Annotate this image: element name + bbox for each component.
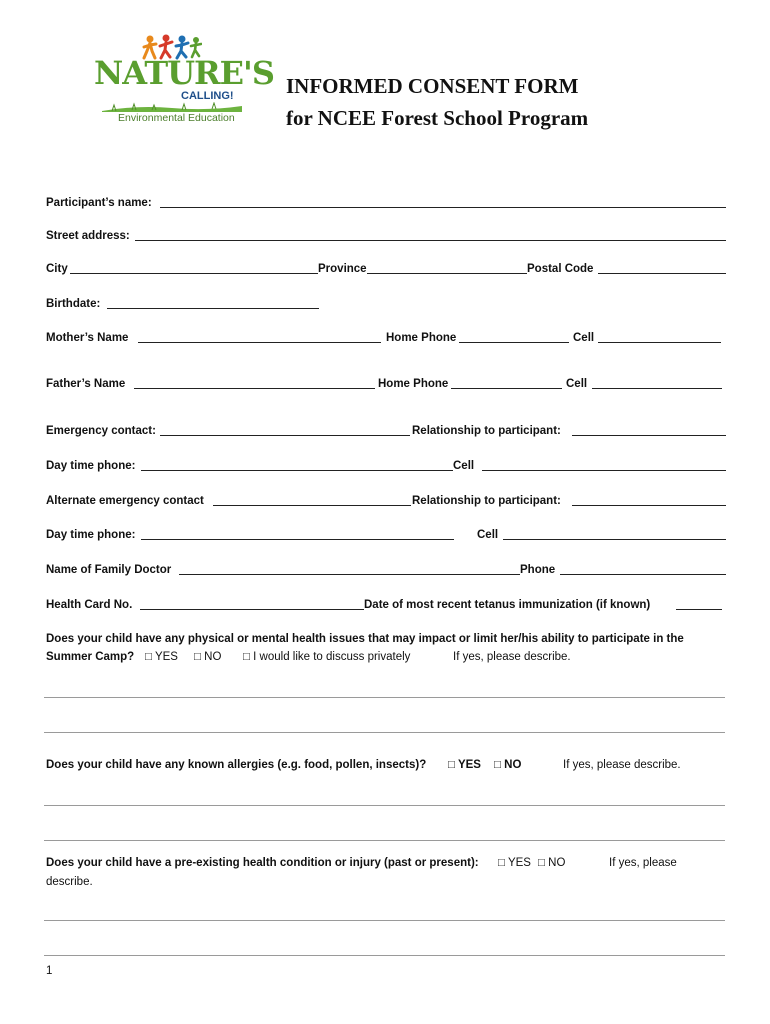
emergency-contact-field[interactable] <box>160 435 410 436</box>
question2-text: Does your child have any known allergies (e.g. food, pollen, insects)? <box>46 759 427 771</box>
alt-cell-field[interactable] <box>503 539 726 540</box>
alternate-contact-field[interactable] <box>213 505 411 506</box>
postal-code-label: Postal Code <box>527 263 594 275</box>
question1-line1: Does your child have any physical or mental health issues that may impact or limit her/his ability to participate in the <box>46 633 684 645</box>
question1-line2: Summer Camp? <box>46 651 135 663</box>
logo-tagline: Environmental Education <box>118 112 235 124</box>
alt-day-time-phone-field[interactable] <box>141 539 454 540</box>
alt-relationship-label: Relationship to participant: <box>412 495 561 507</box>
question3-line2: describe. <box>46 876 93 888</box>
birthdate-label: Birthdate: <box>46 298 101 310</box>
q1-private-checkbox[interactable]: □ I would like to discuss privately <box>243 651 411 663</box>
postal-code-field[interactable] <box>598 273 726 274</box>
mother-cell-field[interactable] <box>598 342 721 343</box>
alt-day-time-phone-label: Day time phone: <box>46 529 136 541</box>
q1-no-checkbox[interactable]: □ NO <box>194 651 222 663</box>
doctor-phone-field[interactable] <box>560 574 726 575</box>
checkbox-icon: □ <box>498 857 505 869</box>
checkbox-icon: □ <box>494 759 501 771</box>
tetanus-field[interactable] <box>676 609 722 610</box>
province-label: Province <box>318 263 367 275</box>
family-doctor-field[interactable] <box>179 574 520 575</box>
checkbox-icon: □ <box>538 857 545 869</box>
checkbox-icon: □ <box>145 651 152 663</box>
father-home-phone-field[interactable] <box>451 388 562 389</box>
question3-line1: Does your child have a pre-existing health condition or injury (past or present): <box>46 857 479 869</box>
q2-answer-line-1[interactable] <box>44 805 725 806</box>
father-home-phone-label: Home Phone <box>378 378 449 390</box>
cell-label: Cell <box>453 460 475 472</box>
participant-name-field[interactable] <box>160 207 726 208</box>
logo-calling: CALLING! <box>181 90 234 102</box>
street-address-label: Street address: <box>46 230 130 242</box>
fathers-name-field[interactable] <box>134 388 375 389</box>
checkbox-icon: □ <box>243 651 250 663</box>
family-doctor-label: Name of Family Doctor <box>46 564 172 576</box>
alt-cell-label: Cell <box>477 529 499 541</box>
relationship-label: Relationship to participant: <box>412 425 561 437</box>
q3-describe: If yes, please <box>609 857 677 869</box>
city-label: City <box>46 263 68 275</box>
province-field[interactable] <box>367 273 527 274</box>
q2-yes-checkbox[interactable]: □ YES <box>448 759 481 771</box>
q2-describe: If yes, please describe. <box>563 759 681 771</box>
q1-answer-line-1[interactable] <box>44 697 725 698</box>
q2-no-checkbox[interactable]: □ NO <box>494 759 522 771</box>
q3-yes-checkbox[interactable]: □ YES <box>498 857 531 869</box>
page-number: 1 <box>46 965 53 977</box>
day-time-phone-label: Day time phone: <box>46 460 136 472</box>
health-card-label: Health Card No. <box>46 599 133 611</box>
mother-cell-label: Cell <box>573 332 595 344</box>
health-card-field[interactable] <box>140 609 364 610</box>
alternate-contact-label: Alternate emergency contact <box>46 495 204 507</box>
day-time-phone-field[interactable] <box>141 470 453 471</box>
checkbox-icon: □ <box>194 651 201 663</box>
tetanus-label: Date of most recent tetanus immunization (if known) <box>364 599 651 611</box>
city-field[interactable] <box>70 273 318 274</box>
fathers-name-label: Father’s Name <box>46 378 126 390</box>
mother-home-phone-field[interactable] <box>459 342 569 343</box>
checkbox-icon: □ <box>448 759 455 771</box>
q1-describe: If yes, please describe. <box>453 651 571 663</box>
form-title-line2: for NCEE Forest School Program <box>286 106 589 130</box>
alt-relationship-field[interactable] <box>572 505 726 506</box>
mother-home-phone-label: Home Phone <box>386 332 457 344</box>
participant-name-label: Participant’s name: <box>46 197 152 209</box>
form-title-line1: INFORMED CONSENT FORM <box>286 74 579 98</box>
father-cell-label: Cell <box>566 378 588 390</box>
q1-answer-line-2[interactable] <box>44 732 725 733</box>
q2-answer-line-2[interactable] <box>44 840 725 841</box>
birthdate-field[interactable] <box>107 308 319 309</box>
q3-answer-line-2[interactable] <box>44 955 725 956</box>
q3-answer-line-1[interactable] <box>44 920 725 921</box>
logo <box>90 34 274 130</box>
street-address-field[interactable] <box>135 240 726 241</box>
grass-icon <box>102 102 242 112</box>
cell-field[interactable] <box>482 470 726 471</box>
doctor-phone-label: Phone <box>520 564 556 576</box>
q1-yes-checkbox[interactable]: □ YES <box>145 651 178 663</box>
mothers-name-label: Mother’s Name <box>46 332 129 344</box>
emergency-contact-label: Emergency contact: <box>46 425 156 437</box>
q3-no-checkbox[interactable]: □ NO <box>538 857 566 869</box>
relationship-field[interactable] <box>572 435 726 436</box>
mothers-name-field[interactable] <box>138 342 381 343</box>
logo-wordmark: NATURE'S <box>94 54 274 92</box>
father-cell-field[interactable] <box>592 388 722 389</box>
